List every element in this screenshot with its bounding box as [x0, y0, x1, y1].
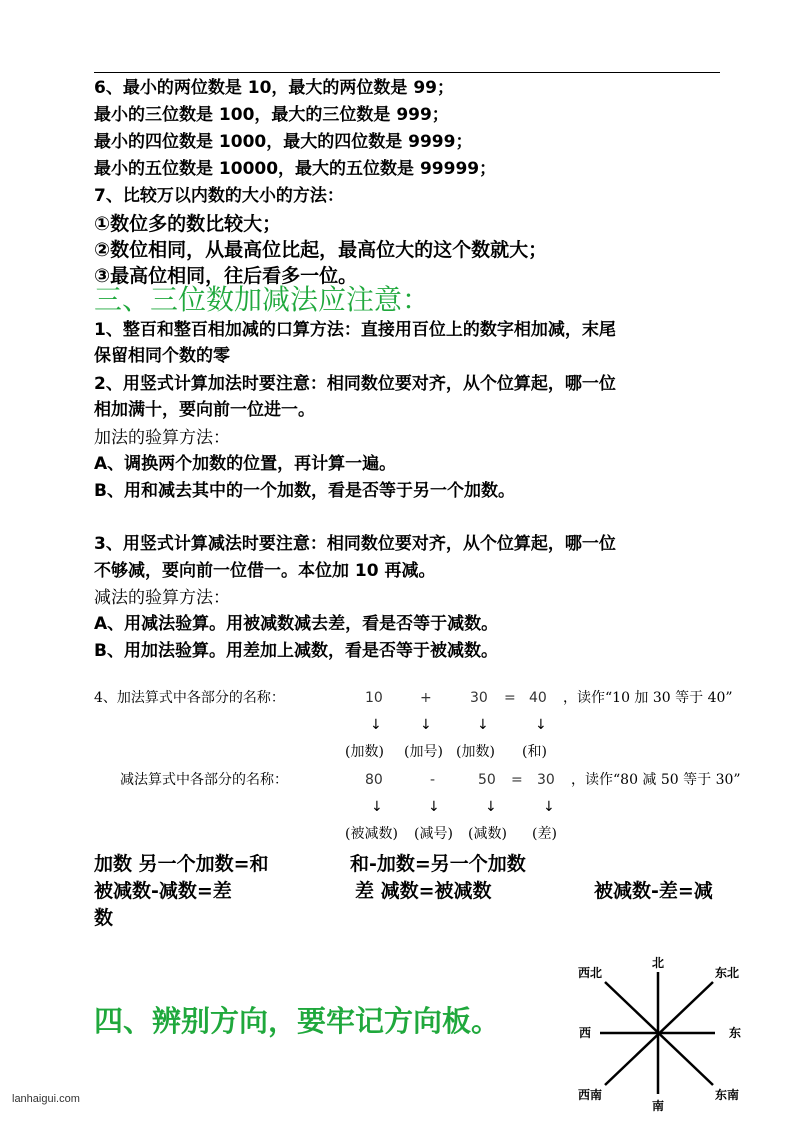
- text-line: ①数位多的数比较大；: [94, 213, 282, 235]
- sub-reading: ，读作“80 减 50 等于 30”: [571, 772, 741, 788]
- compass-west: 西: [579, 1026, 592, 1040]
- sub-token: 30: [537, 772, 555, 788]
- text-line: ③最高位相同，往后看多一位。: [94, 265, 358, 287]
- text-line: 不够减，要向前一位借一。本位加 10 再减。: [94, 561, 436, 581]
- add-token: 30: [470, 690, 488, 706]
- text-line: B、用加法验算。用差加上减数，看是否等于被减数。: [94, 641, 498, 661]
- down-arrow-icon: ↓: [420, 717, 432, 733]
- text-line: 1、整百和整百相加减的口算方法：直接用百位上的数字相加减，末尾: [94, 320, 616, 340]
- text-line: 最小的三位数是 100，最大的三位数是 999；: [94, 105, 449, 125]
- sub-token: =: [511, 772, 523, 788]
- relation-text: 被减数-减数=差: [94, 880, 232, 902]
- text-line: A、调换两个加数的位置，再计算一遍。: [94, 454, 397, 474]
- down-arrow-icon: ↓: [535, 717, 547, 733]
- text-line: 最小的四位数是 1000，最大的四位数是 9999；: [94, 132, 473, 152]
- text-line: 6、最小的两位数是 10，最大的两位数是 99；: [94, 78, 454, 98]
- top-rule: [94, 72, 720, 73]
- text-line: 3、用竖式计算减法时要注意：相同数位要对齐，从个位算起，哪一位: [94, 534, 616, 554]
- relation-text: 数: [94, 907, 114, 929]
- compass-southeast: 东南: [715, 1088, 740, 1102]
- add-part-name: (加号): [404, 744, 443, 760]
- down-arrow-icon: ↓: [543, 799, 555, 815]
- add-formula-label: 4、加法算式中各部分的名称：: [94, 690, 285, 706]
- compass-northeast: 东北: [715, 966, 740, 980]
- relation-text: 和-加数=另一个加数: [350, 853, 526, 875]
- text-line: 保留相同个数的零: [94, 346, 230, 366]
- sub-part-name: (被减数): [345, 826, 398, 842]
- text-line: A、用减法验算。用被减数减去差，看是否等于减数。: [94, 614, 499, 634]
- down-arrow-icon: ↓: [485, 799, 497, 815]
- add-part-name: (和): [522, 744, 547, 760]
- add-token: =: [504, 690, 516, 706]
- down-arrow-icon: ↓: [428, 799, 440, 815]
- relation-text: 被减数-差=减: [594, 880, 713, 902]
- add-token: 40: [529, 690, 547, 706]
- add-token: 10: [365, 690, 383, 706]
- site-watermark: lanhaigui.com: [12, 1093, 80, 1105]
- add-token: +: [420, 690, 432, 706]
- sub-part-name: (减号): [414, 826, 453, 842]
- sub-token: -: [430, 772, 436, 788]
- sub-part-name: (减数): [468, 826, 507, 842]
- sub-formula-label: 减法算式中各部分的名称：: [120, 772, 288, 788]
- compass-north: 北: [652, 956, 665, 970]
- text-line: 2、用竖式计算加法时要注意：相同数位要对齐，从个位算起，哪一位: [94, 374, 616, 394]
- section-heading: 四、辨别方向，要牢记方向板。: [94, 1004, 501, 1038]
- add-reading: ，读作“10 加 30 等于 40”: [563, 690, 733, 706]
- compass-southwest: 西南: [578, 1088, 603, 1102]
- add-part-name: (加数): [456, 744, 495, 760]
- sub-token: 50: [478, 772, 496, 788]
- compass-northwest: 西北: [578, 966, 603, 980]
- add-part-name: (加数): [345, 744, 384, 760]
- text-line: 相加满十，要向前一位进一。: [94, 400, 315, 420]
- sub-part-name: (差): [532, 826, 557, 842]
- text-line: ②数位相同，从最高位比起，最高位大的这个数就大；: [94, 239, 548, 261]
- text-line: 7、比较万以内数的大小的方法：: [94, 186, 344, 206]
- relation-text: 差 减数=被减数: [355, 880, 492, 902]
- down-arrow-icon: ↓: [371, 799, 383, 815]
- down-arrow-icon: ↓: [477, 717, 489, 733]
- section-heading: 三、三位数加减法应注意：: [94, 283, 431, 316]
- text-line: 加法的验算方法：: [94, 428, 230, 448]
- sub-token: 80: [365, 772, 383, 788]
- compass-south: 南: [652, 1099, 665, 1113]
- text-line: 减法的验算方法：: [94, 588, 230, 608]
- text-line: B、用和减去其中的一个加数，看是否等于另一个加数。: [94, 481, 515, 501]
- compass-east: 东: [729, 1026, 742, 1040]
- text-line: 最小的五位数是 10000，最大的五位数是 99999；: [94, 159, 497, 179]
- down-arrow-icon: ↓: [370, 717, 382, 733]
- relation-text: 加数 另一个加数=和: [94, 853, 269, 875]
